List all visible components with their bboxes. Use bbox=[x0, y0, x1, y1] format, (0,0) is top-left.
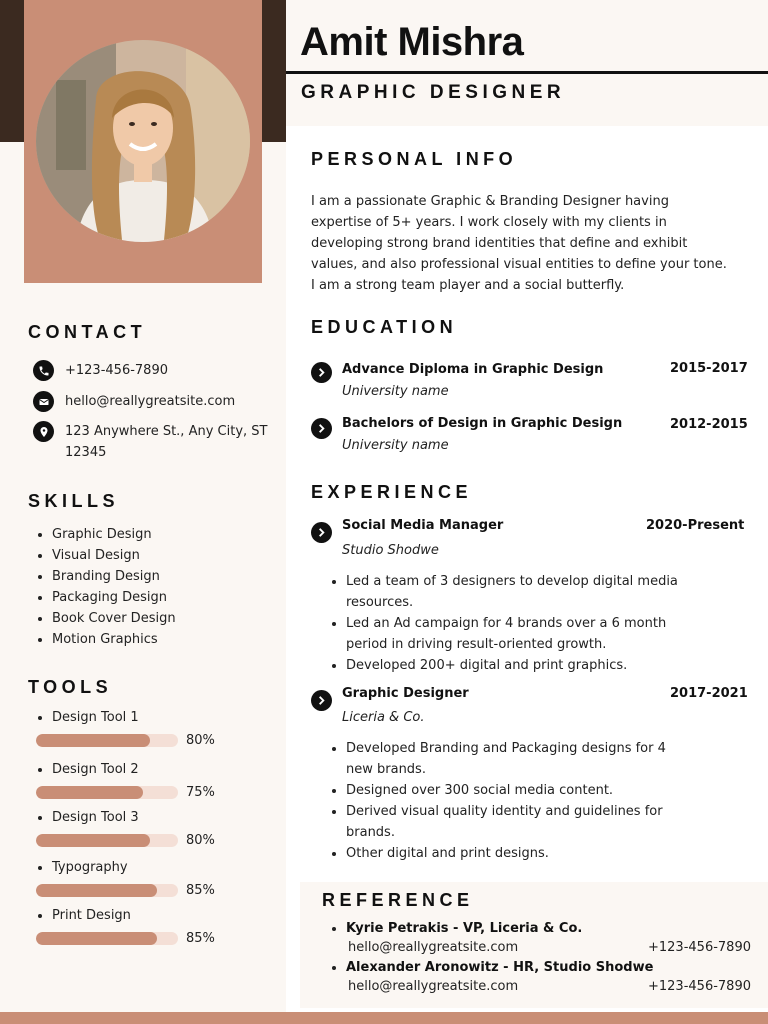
skill-bar bbox=[36, 734, 178, 747]
experience-bullet: Led a team of 3 designers to develop digital media resources. bbox=[330, 571, 680, 613]
skill-item: Branding Design bbox=[36, 566, 176, 587]
reference-heading: REFERENCE bbox=[322, 890, 474, 910]
tool-name: Design Tool 1 bbox=[36, 707, 236, 728]
skills-heading: SKILLS bbox=[28, 491, 120, 511]
skill-bar bbox=[36, 834, 178, 847]
skills-list bbox=[36, 524, 176, 650]
bottom-accent-bar bbox=[0, 1012, 768, 1024]
contact-address bbox=[33, 421, 275, 463]
skill-bar bbox=[36, 884, 178, 897]
header-divider bbox=[286, 71, 768, 74]
contact-email bbox=[33, 391, 275, 412]
reference-list bbox=[330, 918, 750, 939]
skill-bar-fill bbox=[36, 734, 150, 747]
skill-item: Graphic Design bbox=[36, 524, 176, 545]
skill-item: Visual Design bbox=[36, 545, 176, 566]
reference-email: hello@reallygreatsite.com bbox=[348, 940, 519, 955]
person-name: Amit Mishra bbox=[300, 20, 524, 64]
tool-item bbox=[36, 905, 236, 946]
skill-bar-fill bbox=[36, 834, 150, 847]
arrow-right-icon bbox=[311, 418, 332, 439]
education-degree: Advance Diploma in Graphic Design bbox=[342, 362, 604, 377]
arrow-right-icon bbox=[311, 362, 332, 383]
skill-bar bbox=[36, 786, 178, 799]
location-icon bbox=[33, 421, 54, 442]
skill-percent: 85% bbox=[186, 883, 215, 898]
skill-item: Motion Graphics bbox=[36, 629, 176, 650]
tool-item bbox=[36, 759, 236, 800]
decor-bar-left bbox=[0, 0, 24, 142]
tool-name: Design Tool 2 bbox=[36, 759, 236, 780]
tool-item bbox=[36, 807, 236, 848]
phone-icon bbox=[33, 360, 54, 381]
contact-phone bbox=[33, 360, 275, 381]
experience-role: Graphic Designer bbox=[342, 686, 469, 701]
personal-info-text: I am a passionate Graphic & Branding Designer having expertise of 5+ years. I work closely with my clients in developing strong brand identities that define and exhibit values, and also professional visual entities to define your tone. I am a strong team player and a social butterfly. bbox=[311, 194, 727, 293]
profile-photo bbox=[36, 40, 250, 242]
reference-phone: +123-456-7890 bbox=[648, 940, 751, 955]
experience-bullet: Developed 200+ digital and print graphics. bbox=[330, 655, 680, 676]
education-school: University name bbox=[342, 384, 449, 399]
skill-percent: 75% bbox=[186, 785, 215, 800]
skill-bar-fill bbox=[36, 884, 157, 897]
experience-bullet: Other digital and print designs. bbox=[330, 843, 680, 864]
experience-bullets bbox=[330, 738, 680, 864]
skill-percent: 80% bbox=[186, 733, 215, 748]
skill-percent: 85% bbox=[186, 931, 215, 946]
education-school: University name bbox=[342, 438, 449, 453]
tool-name: Typography bbox=[36, 857, 236, 878]
mail-icon bbox=[33, 391, 54, 412]
tool-item bbox=[36, 857, 236, 898]
reference-name: Alexander Aronowitz - HR, Studio Shodwe bbox=[330, 957, 750, 978]
reference-name: Kyrie Petrakis - VP, Liceria & Co. bbox=[330, 918, 750, 939]
arrow-right-icon bbox=[311, 690, 332, 711]
experience-years: 2017-2021 bbox=[670, 686, 748, 701]
experience-company: Studio Shodwe bbox=[342, 543, 439, 558]
email-text: hello@reallygreatsite.com bbox=[65, 394, 236, 409]
reference-list bbox=[330, 957, 750, 978]
decor-bar-right bbox=[262, 0, 286, 142]
experience-bullet: Led an Ad campaign for 4 brands over a 6 month period in driving result-oriented growth. bbox=[330, 613, 680, 655]
skill-item: Packaging Design bbox=[36, 587, 176, 608]
experience-years: 2020-Present bbox=[646, 518, 745, 533]
contact-heading: CONTACT bbox=[28, 322, 147, 342]
personal-info-heading: PERSONAL INFO bbox=[311, 149, 518, 169]
experience-heading: EXPERIENCE bbox=[311, 482, 473, 502]
skill-bar-fill bbox=[36, 786, 143, 799]
tool-name: Design Tool 3 bbox=[36, 807, 236, 828]
skill-bar-fill bbox=[36, 932, 157, 945]
phone-text: +123-456-7890 bbox=[65, 363, 168, 378]
education-years: 2015-2017 bbox=[670, 361, 748, 376]
education-years: 2012-2015 bbox=[670, 417, 748, 432]
address-text: 123 Anywhere St., Any City, ST 12345 bbox=[65, 424, 268, 460]
reference-email: hello@reallygreatsite.com bbox=[348, 979, 519, 994]
skill-bar bbox=[36, 932, 178, 945]
experience-bullet: Derived visual quality identity and guidelines for brands. bbox=[330, 801, 680, 843]
tool-name: Print Design bbox=[36, 905, 236, 926]
reference-phone: +123-456-7890 bbox=[648, 979, 751, 994]
experience-company: Liceria & Co. bbox=[342, 710, 425, 725]
skill-percent: 80% bbox=[186, 833, 215, 848]
arrow-right-icon bbox=[311, 522, 332, 543]
job-title: GRAPHIC DESIGNER bbox=[301, 82, 566, 103]
experience-bullets bbox=[330, 571, 680, 676]
experience-role: Social Media Manager bbox=[342, 518, 504, 533]
skill-item: Book Cover Design bbox=[36, 608, 176, 629]
education-heading: EDUCATION bbox=[311, 317, 458, 337]
experience-bullet: Developed Branding and Packaging designs for 4 new brands. bbox=[330, 738, 680, 780]
experience-bullet: Designed over 300 social media content. bbox=[330, 780, 680, 801]
education-degree: Bachelors of Design in Graphic Design bbox=[342, 416, 623, 431]
tools-heading: TOOLS bbox=[28, 677, 113, 697]
tool-item bbox=[36, 707, 236, 748]
